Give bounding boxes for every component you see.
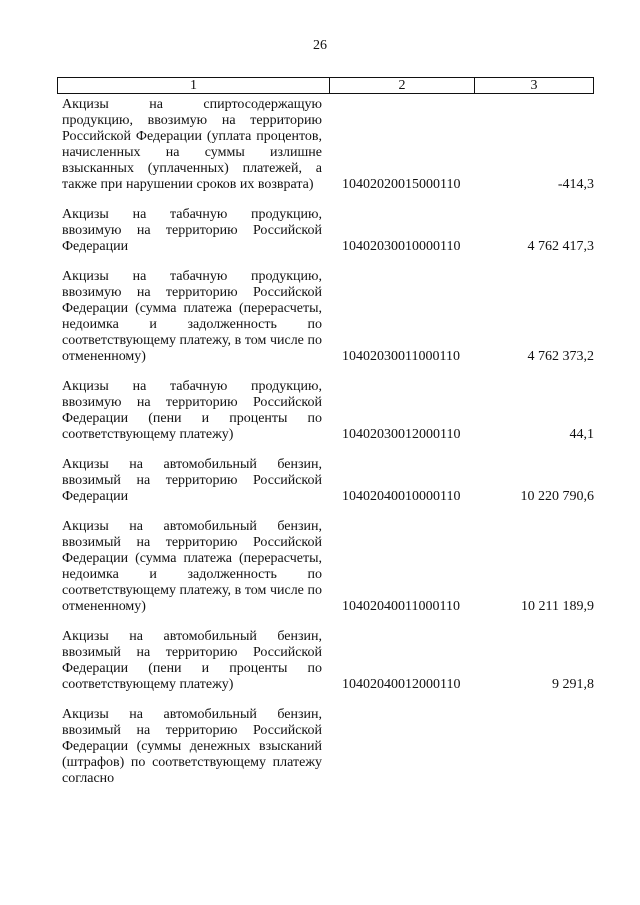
page-number: 26 [313,38,327,53]
row-code: 10402030010000110 [342,239,461,254]
column-header-3: 3 [530,78,538,93]
table-header [57,77,594,94]
row-code: 10402040012000110 [342,677,461,692]
row-amount: 10 211 189,9 [521,599,594,614]
row-description: Акцизы на автомобильный бензин, ввозимый на территорию Российской Федерации (пени и проценты по соответствующему платежу) [62,629,322,692]
column-header-2: 2 [330,78,475,93]
table-row [62,707,594,787]
row-description: Акцизы на автомобильный бензин, ввозимый на территорию Российской Федерации (сумма платежа (перерасчеты, недоимка и задолженность по соответствующему платежу, в том числе по отмененному) [62,519,322,614]
row-code: 10402040010000110 [342,489,461,504]
row-description: Акцизы на табачную продукцию, ввозимую на территорию Российской Федерации [62,207,322,254]
table-row [62,97,594,193]
row-amount: -414,3 [557,177,594,192]
row-description: Акцизы на автомобильный бензин, ввозимый на территорию Российской Федерации (суммы денежных взысканий (штрафов) по соответствующему платежу согласно [62,707,322,786]
row-amount: 4 762 417,3 [527,239,594,254]
table-row [62,379,594,443]
row-amount: 9 291,8 [552,677,594,692]
table-row [62,457,594,505]
row-amount: 4 762 373,2 [527,349,594,364]
table-row [62,269,594,365]
row-code: 10402030011000110 [342,349,460,364]
table-row [62,207,594,255]
row-code: 10402020015000110 [342,177,461,192]
row-code: 10402030012000110 [342,427,461,442]
row-description: Акцизы на табачную продукцию, ввозимую на территорию Российской Федерации (сумма платежа (перерасчеты, недоимка и задолженность по соответствующему платежу, в том числе по отмененному) [62,269,322,364]
row-description: Акцизы на спиртосодержащую продукцию, ввозимую на территорию Российской Федерации (уплата процентов, начисленных на суммы излишне взысканных (уплаченных) платежей, а также при нарушении сроков их возврата) [62,97,322,192]
table-row [62,519,594,615]
table-row [62,629,594,693]
row-amount: 10 220 790,6 [520,489,594,504]
row-description: Акцизы на автомобильный бензин, ввозимый на территорию Российской Федерации [62,457,322,504]
column-header-1: 1 [58,78,330,93]
table-body [62,97,594,801]
row-amount: 44,1 [569,427,594,442]
row-description: Акцизы на табачную продукцию, ввозимую на территорию Российской Федерации (пени и проценты по соответствующему платежу) [62,379,322,442]
row-code: 10402040011000110 [342,599,460,614]
